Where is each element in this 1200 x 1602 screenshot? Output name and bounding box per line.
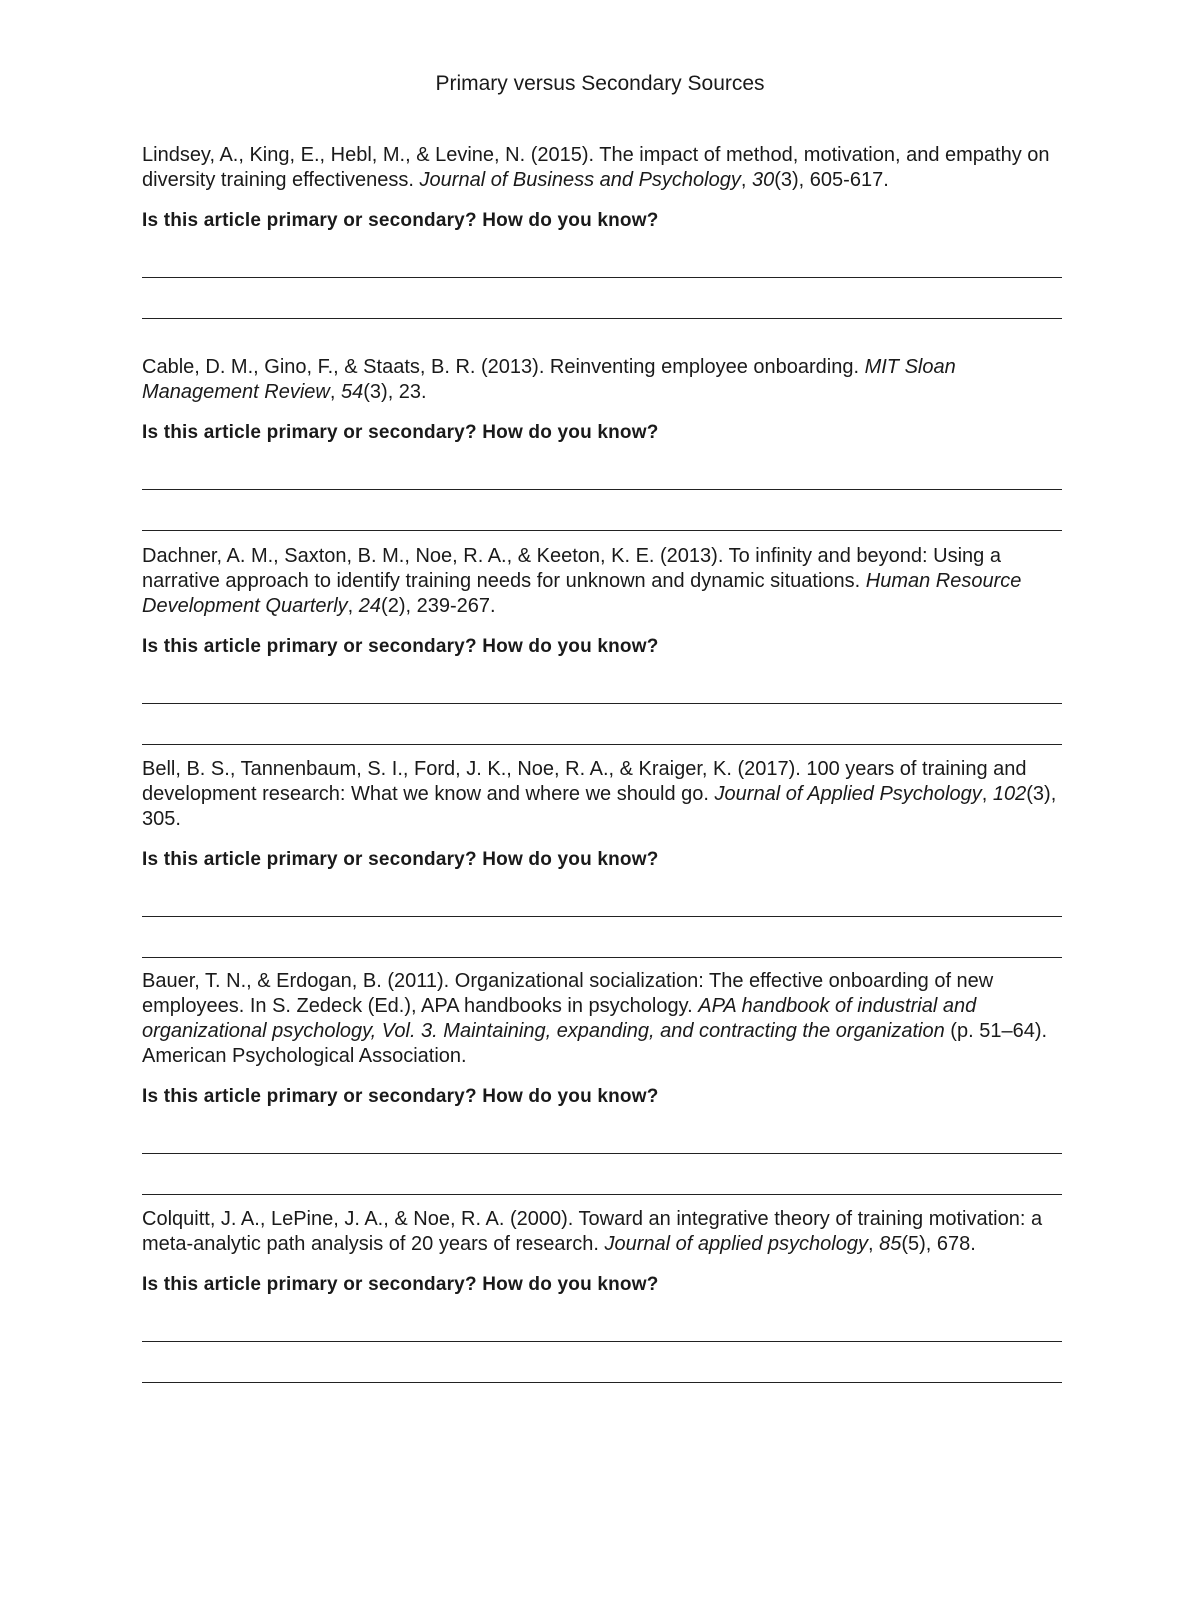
page-title: Primary versus Secondary Sources [435, 72, 765, 95]
journal-volume: 85 [879, 1233, 902, 1255]
answer-line [142, 489, 1062, 490]
citation-text: Cable, D. M., Gino, F., & Staats, B. R. (2013). Reinventing employee onboarding. MIT Sloan Management Review, 54(3), 23. [142, 356, 956, 403]
citation-text: Colquitt, J. A., LePine, J. A., & Noe, R. A. (2000). Toward an integrative theory of training motivation: a meta-analytic path analysis of 20 years of research. Journal of applied psychology, 85(5), 678. [142, 1208, 1043, 1255]
question-prompt: Is this article primary or secondary? How do you know? [142, 849, 659, 870]
question-prompt: Is this article primary or secondary? How do you know? [142, 1274, 659, 1295]
answer-line [142, 1382, 1062, 1383]
question-prompt: Is this article primary or secondary? How do you know? [142, 422, 659, 443]
answer-line [142, 1194, 1062, 1195]
answer-line [142, 1153, 1062, 1154]
journal-volume: 30 [751, 169, 775, 191]
answer-line [142, 703, 1062, 704]
journal-volume: 54 [341, 381, 364, 403]
question-prompt: Is this article primary or secondary? How do you know? [142, 1086, 659, 1107]
answer-line [142, 916, 1062, 917]
answer-line [142, 277, 1062, 278]
citation-text: Lindsey, A., King, E., Hebl, M., & Levine, N. (2015). The impact of method, motivation, and empathy on diversity training effectiveness. Journal of Business and Psychology, 30(3), 605-617. [142, 144, 1050, 191]
question-prompt: Is this article primary or secondary? How do you know? [142, 636, 659, 657]
journal-name: APA handbook of industrial and organizational psychology, Vol. 3. Maintaining, expanding, and contracting the organization [142, 995, 977, 1042]
citation-entry-5 [142, 969, 1067, 1195]
citation-text: Dachner, A. M., Saxton, B. M., Noe, R. A., & Keeton, K. E. (2013). To infinity and beyond: Using a narrative approach to identify training needs for unknown and dynamic situations. Human Resource Development Quarterly, 24(2), 239-267. [142, 545, 1022, 617]
answer-line [142, 530, 1062, 531]
citation-text: Bell, B. S., Tannenbaum, S. I., Ford, J. K., Noe, R. A., & Kraiger, K. (2017). 100 years of training and development research: What we know and where we should go. Journal of Applied Psychology, 102(3), 305. [142, 758, 1057, 830]
citation-text: Bauer, T. N., & Erdogan, B. (2011). Organizational socialization: The effective onboarding of new employees. In S. Zedeck (Ed.), APA handbooks in psychology. APA handbook of industrial and organizational psychology, Vol. 3. Maintaining, expanding, and contracting the organization (p. 51–64). American Psychological Association. [142, 970, 1048, 1067]
answer-line [142, 744, 1062, 745]
journal-name: Journal of Applied Psychology [714, 783, 982, 805]
answer-line [142, 957, 1062, 958]
journal-name: Journal of Business and Psychology [419, 169, 741, 191]
journal-volume: 102 [992, 783, 1027, 805]
answer-line [142, 318, 1062, 319]
journal-volume: 24 [358, 595, 382, 617]
journal-name: Journal of applied psychology [604, 1233, 868, 1255]
journal-name: MIT Sloan Management Review [142, 356, 956, 403]
journal-name: Human Resource Development Quarterly [142, 570, 1022, 617]
answer-line [142, 1341, 1062, 1342]
citation-entry-1 [142, 143, 1067, 319]
question-prompt: Is this article primary or secondary? How do you know? [142, 210, 659, 231]
citation-entry-2 [142, 355, 1067, 531]
citation-entry-3 [142, 544, 1067, 745]
citation-entry-4 [142, 757, 1067, 958]
citation-entry-6 [142, 1207, 1067, 1383]
